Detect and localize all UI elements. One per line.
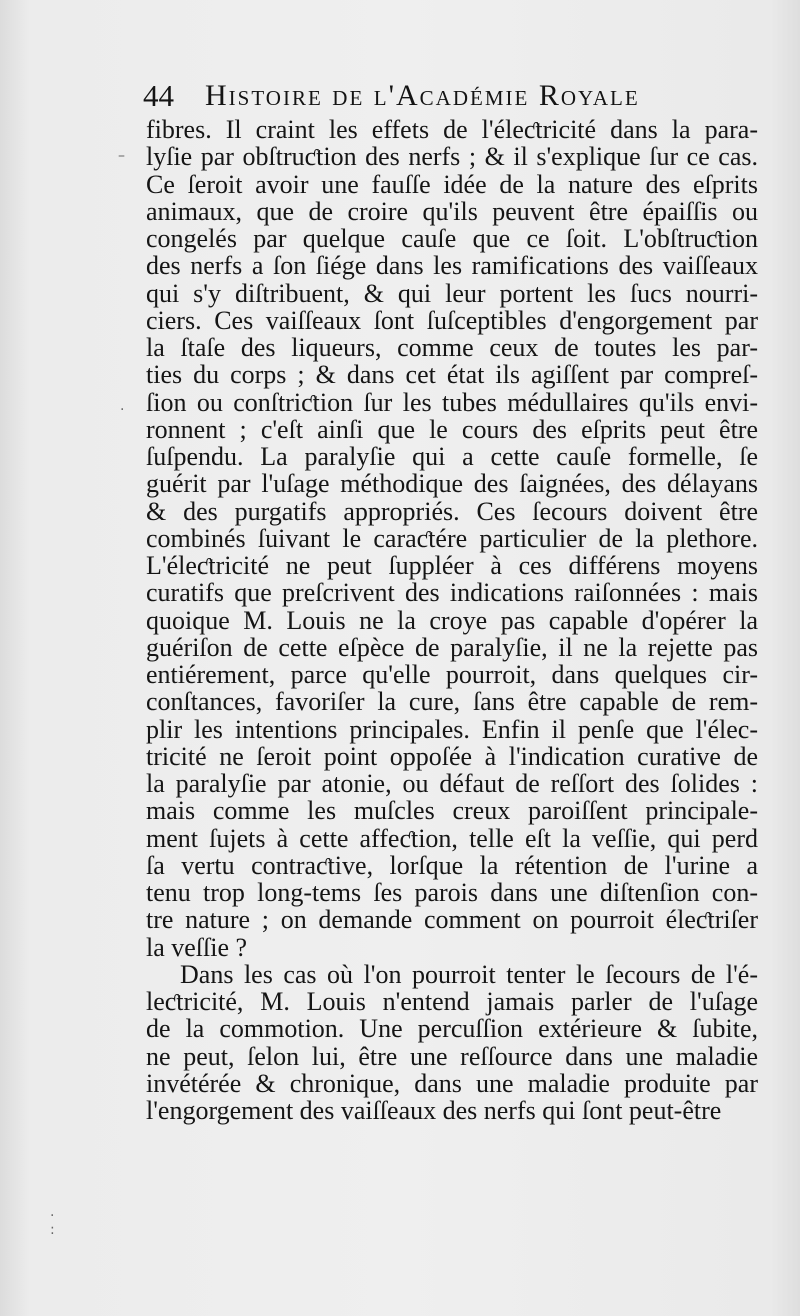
text-line: l'engorgement des vaiſſeaux des nerfs qui ſont peut-être: [146, 1096, 722, 1125]
margin-speck-mark: ·: [50, 1208, 55, 1224]
text-line: combinés ſuivant le caraƈtére particulier de la plethore.: [146, 523, 758, 553]
text-line: ſuſpendu. La paralyſie qui a cette cauſe formelle, ſe: [146, 442, 758, 471]
text-line: la ſtaſe des liqueurs, comme ceux de toutes les par-: [146, 333, 758, 362]
text-line: la paralyſie par atonie, ou défaut de reſſort des ſolides :: [146, 769, 758, 798]
text-line: quoique M. Louis ne la croye pas capable d'opérer la: [146, 605, 758, 635]
text-line: guérit par l'uſage méthodique des ſaignées, des délayans: [146, 469, 758, 499]
text-line: leƈtricité, M. Louis n'entend jamais parler de l'uſage: [146, 987, 758, 1016]
text-line: ciers. Ces vaiſſeaux ſont ſuſceptibles d'engorgement par: [146, 305, 758, 335]
text-line: curatifs que preſcrivent des indications raiſonnées : mais: [146, 578, 758, 608]
text-line: Dans les cas où l'on pourroit tenter le ſecours de l'é-: [180, 959, 758, 989]
text-line: ties du corps ; & dans cet état ils agiſſent par compreſ-: [146, 360, 758, 390]
text-line: guériſon de cette eſpèce de paralyſie, il ne la rejette pas: [146, 632, 758, 662]
text-line: ronnent ; c'eſt ainſi que le cours des eſprits peut être: [146, 414, 758, 444]
text-line: invétérée & chronique, dans une maladie produite par: [146, 1068, 758, 1098]
text-line: congelés par quelque cauſe que ce ſoit. L'obſtruƈtion: [146, 224, 758, 253]
margin-speck-mark: :: [50, 1222, 55, 1238]
text-line: ſion ou conſtriƈtion ſur les tubes médullaires qu'ils envi-: [146, 387, 758, 417]
running-title: Histoire de l'Académie Royale: [205, 79, 640, 112]
body-text: [146, 116, 758, 1124]
text-line: de la commotion. Une percuſſion extérieure & ſubite,: [146, 1014, 758, 1044]
text-line: conſtances, favoriſer la cure, ſans être capable de rem-: [146, 687, 758, 717]
page-header: [143, 76, 763, 116]
text-line: L'éleƈtricité ne peut ſuppléer à ces différens moyens: [146, 551, 758, 580]
text-line: mais comme les muſcles creux paroiſſent principale-: [146, 796, 758, 826]
paragraph-1: [146, 116, 758, 961]
margin-speck-mark: ·: [120, 402, 125, 418]
text-line: tricité ne ſeroit point oppoſée à l'indication curative de: [146, 741, 758, 771]
text-line: tre nature ; on demande comment on pourroit éleƈtriſer: [146, 905, 758, 935]
text-line: ſa vertu contraƈtive, lorſque la rétention de l'urine a: [146, 850, 758, 880]
text-line: la veſſie ?: [146, 932, 248, 962]
page-number: 44: [143, 78, 174, 113]
text-line: tenu trop long-tems ſes parois dans une diſtenſion con-: [146, 878, 758, 907]
text-line: fibres. Il craint les effets de l'éleƈtricité dans la para-: [146, 115, 758, 144]
text-line: des nerfs a ſon ſiége dans les ramifications des vaiſſeaux: [146, 251, 758, 281]
text-line: ne peut, ſelon lui, être une reſſource dans une maladie: [146, 1041, 758, 1071]
text-line: ment ſujets à cette affeƈtion, telle eſt la veſſie, qui perd: [146, 823, 758, 853]
paragraph-2: [146, 961, 758, 1125]
text-line: plir les intentions principales. Enfin il penſe que l'élec-: [146, 714, 758, 744]
margin-speck-mark: –: [118, 148, 125, 164]
text-line: animaux, que de croire qu'ils peuvent être épaiſſis ou: [146, 196, 758, 226]
text-line: entiérement, parce qu'elle pourroit, dans quelques cir-: [146, 660, 758, 689]
text-line: lyſie par obſtruƈtion des nerfs ; & il s'explique ſur ce cas.: [146, 142, 758, 172]
text-line: qui s'y diſtribuent, & qui leur portent les ſucs nourri-: [146, 278, 758, 308]
text-line: & des purgatifs appropriés. Ces ſecours doivent être: [146, 496, 758, 526]
text-line: Ce ſeroit avoir une fauſſe idée de la nature des eſprits: [146, 169, 758, 199]
